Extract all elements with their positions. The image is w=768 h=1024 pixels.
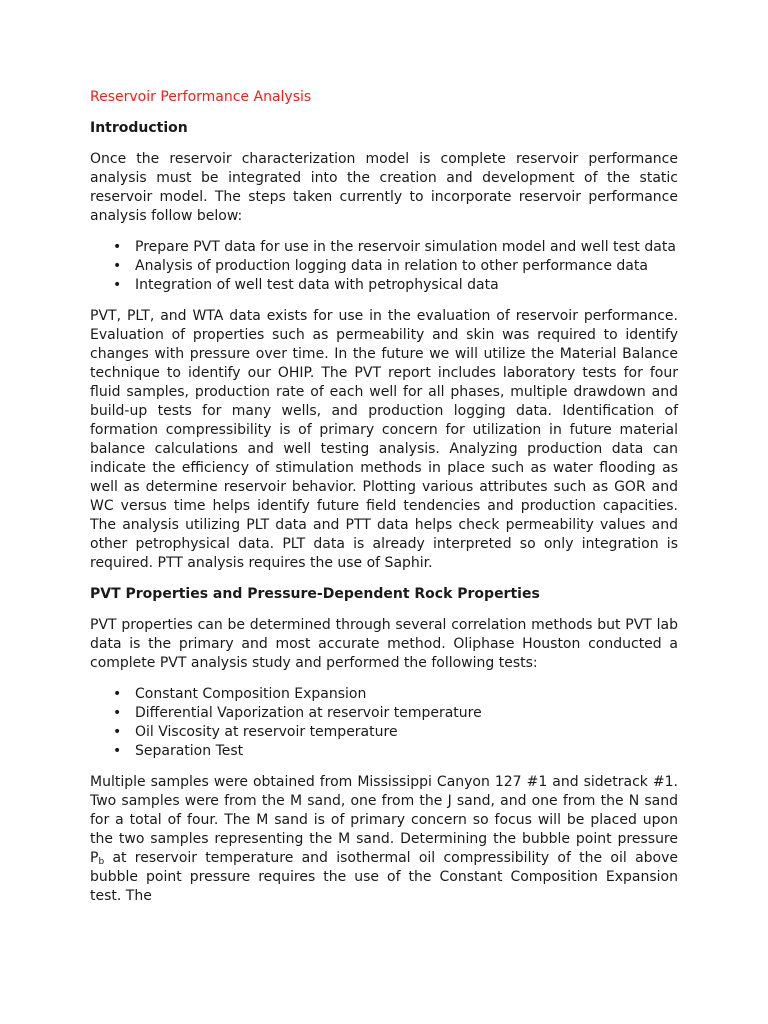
bullet-icon: •	[113, 743, 122, 759]
data-availability-paragraph: PVT, PLT, and WTA data exists for use in the evaluation of reservoir performance. Evaluation of properties such as permeability and skin was required to identify changes with pressure over time. In the future we will utilize the Material Balance technique to identify our OHIP. The PVT report includes laboratory tests for four fluid samples, production rate of each well for all phases, multiple drawdown and build-up tests for many wells, and production logging data. Identification of formation compressibility is of primary concern for utilization in future material balance calculations and well testing analysis. Analyzing production data can indicate the efficiency of stimulation methods in place such as water flooding as well as determine reservoir behavior. Plotting various attributes such as GOR and WC versus time helps identify future field tendencies and production capacities. The analysis utilizing PLT data and PTT data helps check permeability values and other petrophysical data. PLT data is already interpreted so only integration is required. PTT analysis requires the use of Saphir.	[90, 308, 678, 571]
samples-paragraph	[90, 773, 678, 906]
document-page	[90, 88, 678, 918]
list-item-text: Oil Viscosity at reservoir temperature	[135, 724, 398, 740]
pvt-tests-bullet-list	[90, 685, 678, 761]
samples-paragraph-continuation: at reservoir temperature and isothermal oil compressibility of the oil above bubble point pressure requires the use of the Constant Composition Expansion test. The	[90, 850, 678, 904]
bullet-icon: •	[113, 239, 122, 255]
pvt-properties-paragraph: PVT properties can be determined through several correlation methods but PVT lab data is the primary and most accurate method. Oliphase Houston conducted a complete PVT analysis study and performed the following tests:	[90, 617, 678, 671]
bullet-icon: •	[113, 724, 122, 740]
pvt-properties-heading: PVT Properties and Pressure-Dependent Rock Properties	[90, 586, 540, 602]
document-title: Reservoir Performance Analysis	[90, 89, 312, 105]
list-item	[113, 238, 678, 257]
introduction-bullet-list	[90, 238, 678, 295]
list-item-text: Differential Vaporization at reservoir temperature	[135, 705, 482, 721]
list-item-text: Constant Composition Expansion	[135, 686, 367, 702]
bullet-icon: •	[113, 686, 122, 702]
list-item-text: Prepare PVT data for use in the reservoir simulation model and well test data	[135, 239, 676, 255]
bubble-point-subscript: b	[98, 857, 105, 867]
bullet-icon: •	[113, 277, 122, 293]
list-item-text: Integration of well test data with petrophysical data	[135, 277, 499, 293]
list-item	[113, 276, 678, 295]
list-item	[113, 723, 678, 742]
bullet-icon: •	[113, 258, 122, 274]
introduction-paragraph: Once the reservoir characterization model is complete reservoir performance analysis must be integrated into the creation and development of the static reservoir model. The steps taken currently to incorporate reservoir performance analysis follow below:	[90, 151, 678, 224]
list-item-text: Analysis of production logging data in relation to other performance data	[135, 258, 648, 274]
introduction-heading: Introduction	[90, 120, 188, 136]
list-item	[113, 704, 678, 723]
samples-paragraph-text: Multiple samples were obtained from Mississippi Canyon 127 #1 and sidetrack #1. Two samples were from the M sand, one from the J sand, and one from the N sand for a total of four. The M sand is of primary concern so focus will be placed upon the two samples representing the M sand. Determining the bubble point pressure P	[90, 774, 678, 866]
bullet-icon: •	[113, 705, 122, 721]
list-item	[113, 685, 678, 704]
list-item-text: Separation Test	[135, 743, 244, 759]
list-item	[113, 257, 678, 276]
list-item	[113, 742, 678, 761]
